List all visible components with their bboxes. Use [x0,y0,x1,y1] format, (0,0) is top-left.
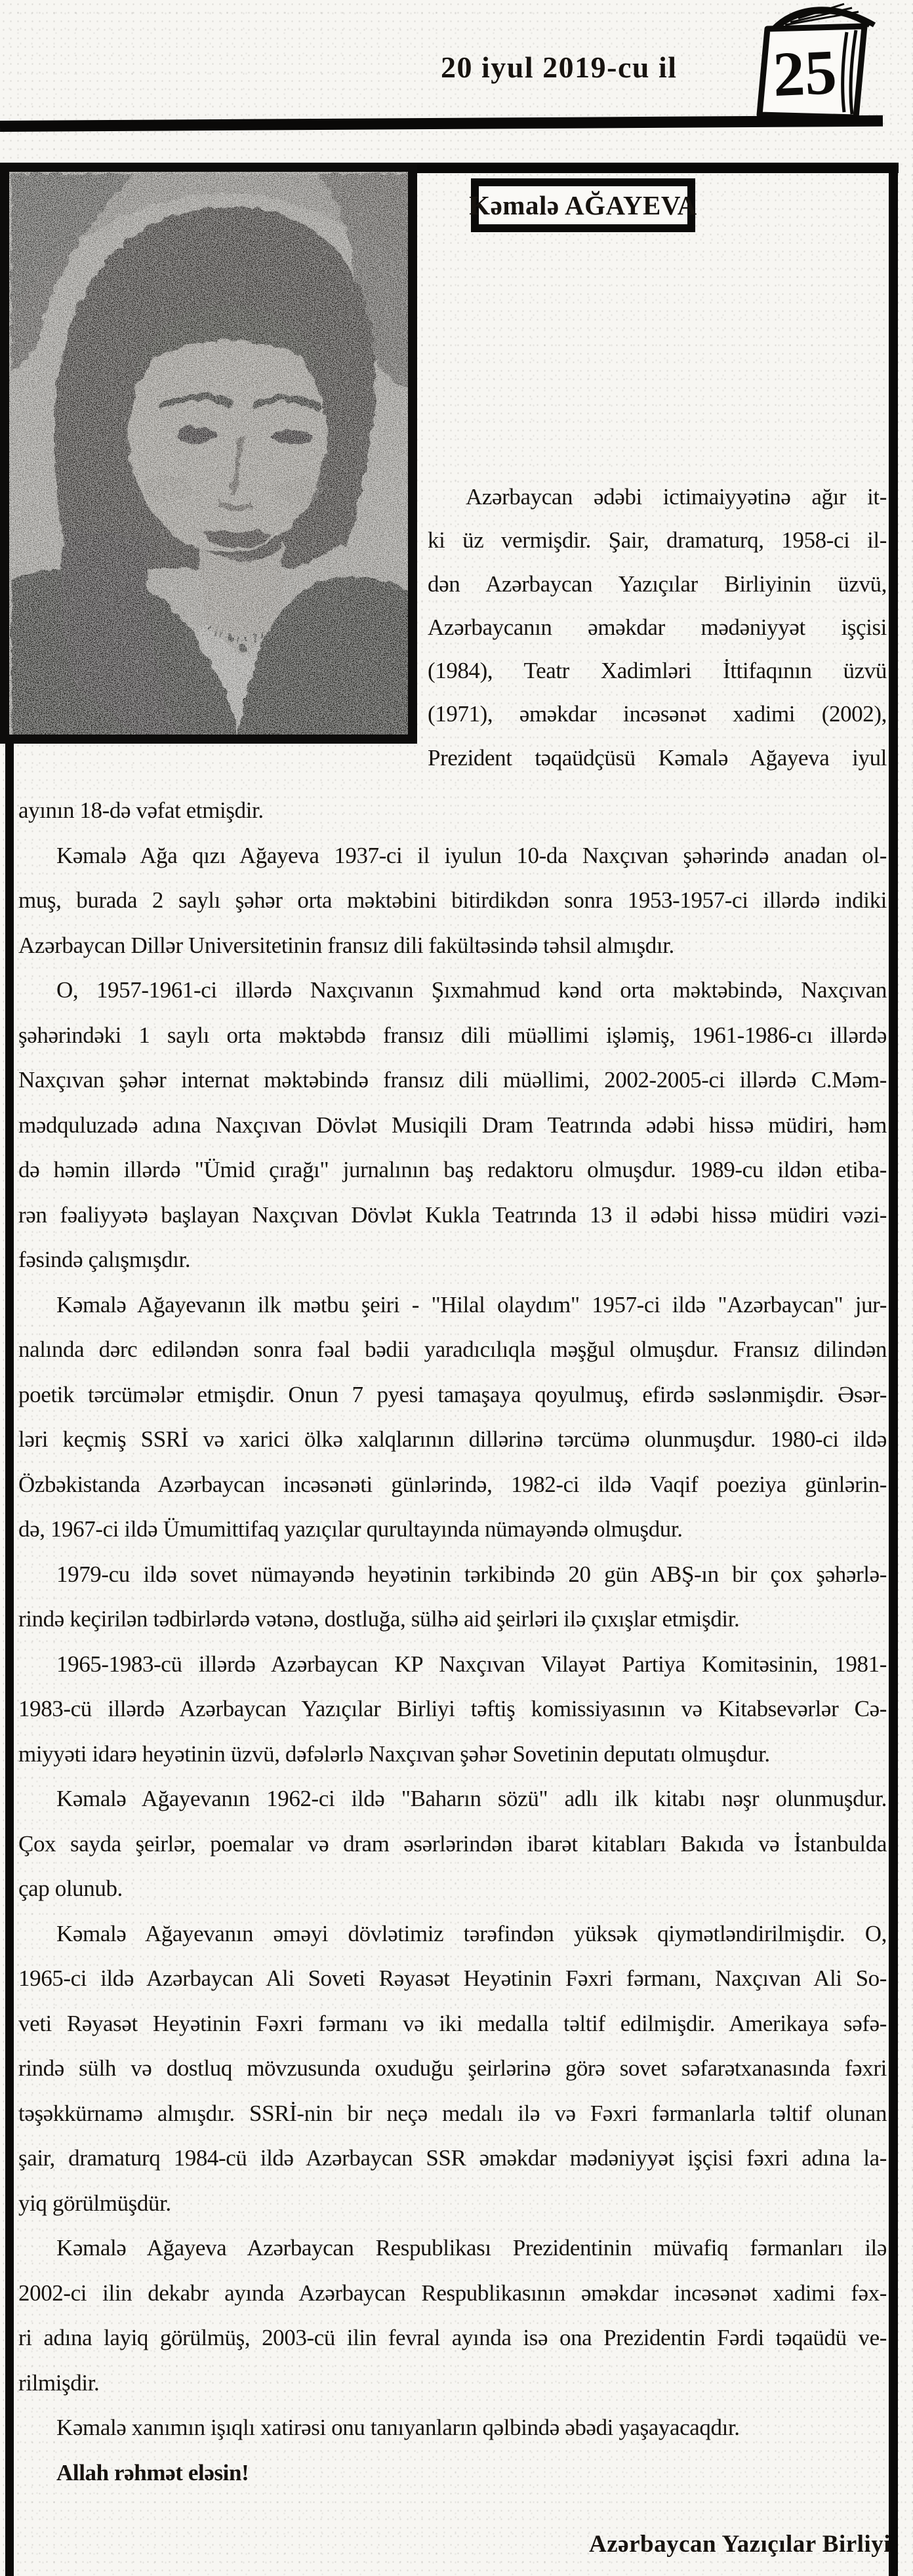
issue-date: 20 iyul 2019-cu il [441,50,678,84]
text-line: fəsində çalışmışdır. [18,1247,191,1272]
text-line: Azərbaycan Dillər Universitetinin fransız dili fakültəsində təhsil almışdır. [18,932,674,958]
text-line: ki üz vermişdir. Şair, dramaturq, 1958-ci il- [428,527,887,553]
text-line: yiq görülmüşdür. [18,2190,171,2216]
masthead-rule [0,115,883,132]
text-line: (1971), əməkdar incəsənət xadimi (2002), [428,701,887,727]
text-line: Çox sayda şeirlər, poemalar və dram əsərlərindən ibarət kitabları Bakıda və İstanbulda [18,1830,887,1857]
body-text [18,788,887,2495]
text-line: Özbəkistanda Azərbaycan incəsənəti günlərində, 1982-ci ildə Vaqif poeziya günlərin- [18,1471,887,1497]
text-line: Kəmalə Ağayevanın ilk mətbu şeiri - "Hilal olaydım" 1957-ci ildə "Azərbaycan" jur- [56,1291,887,1318]
text-line: rən fəaliyyətə başlayan Naxçıvan Dövlət Kukla Teatrında 13 il ədəbi hissə müdiri vəzi- [18,1201,887,1228]
text-line: dən Azərbaycan Yazıçılar Birliyinin üzvü, [428,571,887,597]
text-line: Kəmalə xanımın işıqlı xatirəsi onu tanıyanların qəlbində əbədi yaşayacaqdır. [56,2415,740,2440]
article-right-border [889,167,898,2576]
text-line: Kəmalə Ağa qızı Ağayeva 1937-ci il iyulun 10-da Naxçıvan şəhərində anadan ol- [56,842,887,868]
portrait-graphic [9,172,408,735]
text-line: ri adına layiq görülmüş, 2003-cü ilin fevral ayında isə ona Prezidentin Fərdi təqaüdü ve- [18,2325,887,2350]
text-line: 1965-1983-cü illərdə Azərbaycan KP Naxçıvan Vilayət Partiya Komitəsinin, 1981- [56,1651,887,1677]
text-line: 1965-ci ildə Azərbaycan Ali Soveti Rəyasət Heyətinin Fəxri fərmanı, Naxçıvan Ali So- [18,1965,887,1991]
intro-text-column [428,475,887,780]
text-line: Kəmalə Ağayevanın əməyi dövlətimiz tərəfindən yüksək qiymətləndirilmişdir. O, [56,1920,887,1946]
text-line: Prezident təqaüdçüsü Kəmalə Ağayeva iyul [428,744,887,771]
book-page-number-icon [744,0,887,125]
text-line: poetik tərcümələr etmişdir. Onun 7 pyesi tamaşaya qoyulmuş, efirdə səslənmişdir. Əsər- [18,1381,887,1407]
text-line: də, 1967-ci ildə Ümumittifaq yazıçılar qurultayında nümayəndə olmuşdur. [18,1516,683,1542]
text-line: də həmin illərdə "Ümid çırağı" jurnalının baş redaktoru olmuşdur. 1989-cu ildən etiba- [18,1157,887,1182]
text-line: 1983-cü illərdə Azərbaycan Yazıçılar Birliyi təftiş komissiyasının və Kitabsevərlər Cə- [18,1696,887,1721]
text-line: rində sülh və dostluq mövzusunda oxuduğu şeirlərinə görə sovet səfarətxanasında fəxri [18,2055,887,2081]
text-line: rində keçirilən tədbirlərdə vətənə, dostluğa, sülhə aid şeirləri ilə çıxışlar etmişdir. [18,1606,740,1632]
text-line: Azərbaycanın əməkdar mədəniyyət işçisi [428,614,887,640]
text-line: Azərbaycan ədəbi ictimaiyyətinə ağır it- [466,484,887,510]
portrait-photo [0,163,417,744]
text-line: Kəmalə Ağayevanın 1962-ci ildə "Baharın sözü" adlı ilk kitabı nəşr olunmuşdur. [56,1786,887,1811]
text-line: (1984), Teatr Xadimləri İttifaqının üzvü [428,658,887,684]
text-line: Allah rəhmət eləsin! [56,2459,249,2485]
text-line: veti Rəyasət Heyətinin Fəxri fərmanı və iki medalla təltif edilmişdir. Amerikaya səfə- [18,2010,887,2036]
text-line: ayının 18-də vəfat etmişdir. [18,797,264,823]
text-line: 2002-ci ilin dekabr ayında Azərbaycan Respublikasının əməkdar incəsənət xadimi fəx- [18,2280,887,2306]
page-number: 25 [771,36,838,110]
signature: Azərbaycan Yazıçılar Birliyi [589,2531,891,2558]
text-line: təşəkkürnamə almışdır. SSRİ-nin bir neçə medalı ilə və Fəxri fərmanlarla təltif olunan [18,2100,887,2126]
text-line: şəhərindəki 1 saylı orta məktəbdə fransız dili müəllimi işləmiş, 1961-1986-cı illərdə [18,1022,887,1048]
text-line: mədquluzadə adına Naxçıvan Dövlət Musiqili Dram Teatrında ədəbi hissə müdiri, həm [18,1112,887,1138]
text-line: nalında dərc ediləndən sonra fəal bədii yaradıcılıqla məşğul olmuşdur. Fransız dilindən [18,1337,887,1362]
article-title: Kəmalə AĞAYEVA [469,190,697,220]
article-title-box [471,178,695,232]
text-line: 1979-cu ildə sovet nümayəndə heyətinin tərkibində 20 gün ABŞ-ın bir çox şəhərlə- [56,1561,887,1587]
text-line: çap olunub. [18,1876,123,1901]
book-icon-graphic [744,0,887,125]
text-line: şair, dramaturq 1984-cü ildə Azərbaycan SSR əməkdar mədəniyyət işçisi fəxri adına la- [18,2145,887,2171]
text-line: rilmişdir. [18,2369,100,2396]
text-line: muş, burada 2 saylı şəhər orta məktəbini bitirdikdən sonra 1953-1957-ci illərdə indiki [18,887,887,913]
text-line: O, 1957-1961-ci illərdə Naxçıvanın Şıxmahmud kənd orta məktəbində, Naxçıvan [56,977,887,1003]
text-line: Naxçıvan şəhər internat məktəbində fransız dili müəllimi, 2002-2005-ci illərdə C.Məm- [18,1067,887,1093]
text-line: miyyəti idarə heyətinin üzvü, dəfələrlə Naxçıvan şəhər Sovetinin deputatı olmuşdur. [18,1741,770,1767]
text-line: Kəmalə Ağayeva Azərbaycan Respublikası Prezidentinin müvafiq fərmanları ilə [56,2235,887,2261]
text-line: ləri keçmiş SSRİ və xarici ölkə xalqlarının dillərinə tərcümə olunmuşdur. 1980-ci ildə [18,1426,887,1452]
